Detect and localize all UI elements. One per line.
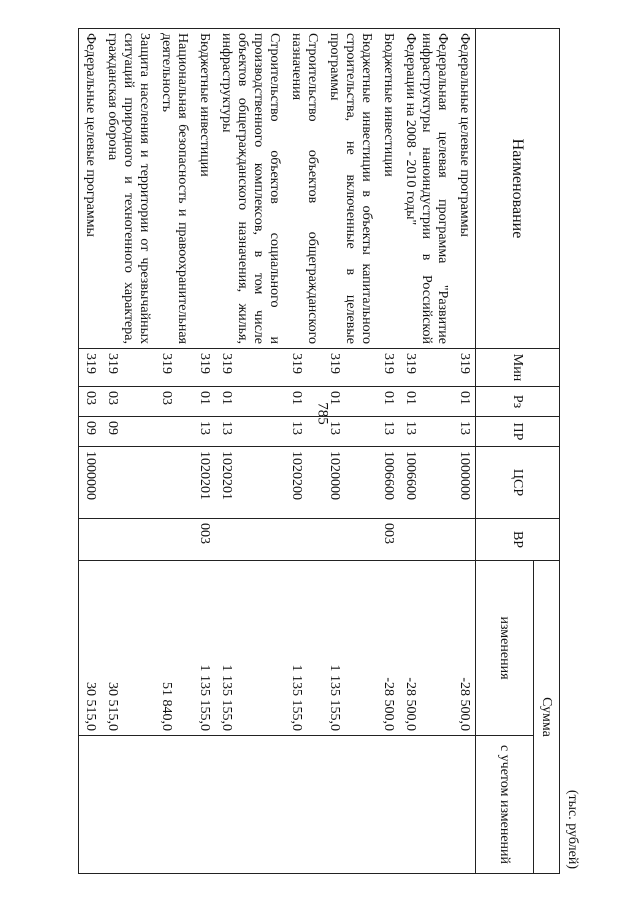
row-pr: 13 <box>453 417 476 447</box>
row-min: 319 <box>193 349 215 387</box>
row-rz: 01 <box>215 387 285 417</box>
row-vr <box>79 519 102 561</box>
row-vr <box>285 519 323 561</box>
row-name: Строительство объектов общегражданского назначения <box>285 29 323 349</box>
row-with-change <box>101 736 155 874</box>
row-csr: 1000000 <box>453 447 476 519</box>
row-rz: 03 <box>155 387 193 417</box>
budget-table <box>78 28 560 874</box>
row-with-change <box>323 736 377 874</box>
row-pr <box>155 417 193 447</box>
row-min: 319 <box>155 349 193 387</box>
row-name: Федеральные целевые программы <box>453 29 476 349</box>
row-with-change <box>285 736 323 874</box>
row-with-change <box>79 736 102 874</box>
row-with-change <box>399 736 453 874</box>
table-row <box>193 29 215 874</box>
row-min: 319 <box>323 349 377 387</box>
row-name: Бюджетные инвестиции <box>193 29 215 349</box>
row-change: 51 840,0 <box>155 561 193 736</box>
header-min: Мин <box>476 349 560 387</box>
document-body <box>83 28 580 873</box>
header-change: изменения <box>476 561 534 736</box>
row-name: Строительство объектов социального и производственного комплексов, в том числе объектов общегражданского назначения, жилья, инфраструктуры <box>215 29 285 349</box>
row-min: 319 <box>79 349 102 387</box>
row-vr: 003 <box>193 519 215 561</box>
row-pr: 13 <box>285 417 323 447</box>
row-csr <box>101 447 155 519</box>
header-with-change: с учетом изменений <box>476 736 534 874</box>
header-sum: Сумма <box>534 561 560 874</box>
row-csr: 1020201 <box>215 447 285 519</box>
row-vr <box>215 519 285 561</box>
table-row <box>323 29 377 874</box>
row-with-change <box>215 736 285 874</box>
row-name: Защита населения и территории от чрезвычайных ситуаций природного и техногенного характера, гражданская оборона <box>101 29 155 349</box>
rotated-page <box>83 28 580 873</box>
row-pr: 13 <box>193 417 215 447</box>
table-row <box>79 29 102 874</box>
row-csr: 1020000 <box>323 447 377 519</box>
row-rz: 01 <box>453 387 476 417</box>
row-csr: 1000000 <box>79 447 102 519</box>
unit-label: (тыс. рублей) <box>565 789 580 869</box>
table-row <box>101 29 155 874</box>
row-pr: 13 <box>323 417 377 447</box>
row-rz: 01 <box>193 387 215 417</box>
row-change: -28 500,0 <box>453 561 476 736</box>
row-rz: 01 <box>323 387 377 417</box>
header-rz: Рз <box>476 387 560 417</box>
row-pr: 09 <box>79 417 102 447</box>
row-vr <box>323 519 377 561</box>
row-vr <box>399 519 453 561</box>
row-vr <box>453 519 476 561</box>
row-pr: 13 <box>399 417 453 447</box>
row-min: 319 <box>285 349 323 387</box>
table-row <box>155 29 193 874</box>
row-rz: 01 <box>377 387 399 417</box>
row-vr <box>101 519 155 561</box>
header-name: Наименование <box>476 29 560 349</box>
row-rz: 01 <box>399 387 453 417</box>
row-min: 319 <box>101 349 155 387</box>
table-row <box>453 29 476 874</box>
row-csr: 1020201 <box>193 447 215 519</box>
row-name: Федеральная целевая программа "Развитие инфраструктуры наноиндустрии в Российской Федерации на 2008 - 2010 годы" <box>399 29 453 349</box>
row-with-change <box>377 736 399 874</box>
row-min: 319 <box>215 349 285 387</box>
table-row <box>215 29 285 874</box>
row-name: Бюджетные инвестиции <box>377 29 399 349</box>
row-csr <box>155 447 193 519</box>
row-min: 319 <box>453 349 476 387</box>
table-body <box>79 29 476 874</box>
header-vr: ВР <box>476 519 560 561</box>
row-change: 30 515,0 <box>79 561 102 736</box>
row-pr: 13 <box>215 417 285 447</box>
row-vr: 003 <box>377 519 399 561</box>
table-row <box>377 29 399 874</box>
row-rz: 03 <box>101 387 155 417</box>
table-row <box>399 29 453 874</box>
row-csr: 1006600 <box>399 447 453 519</box>
row-change: 30 515,0 <box>101 561 155 736</box>
row-pr: 09 <box>101 417 155 447</box>
row-rz: 03 <box>79 387 102 417</box>
row-change: 1 135 155,0 <box>215 561 285 736</box>
header-csr: ЦСР <box>476 447 560 519</box>
row-change: -28 500,0 <box>377 561 399 736</box>
row-with-change <box>193 736 215 874</box>
row-pr: 13 <box>377 417 399 447</box>
row-min: 319 <box>399 349 453 387</box>
row-name: Бюджетные инвестиции в объекты капитального строительства, не включенные в целевые программы <box>323 29 377 349</box>
row-change: 1 135 155,0 <box>285 561 323 736</box>
row-min: 319 <box>377 349 399 387</box>
row-change: 1 135 155,0 <box>193 561 215 736</box>
row-csr: 1020200 <box>285 447 323 519</box>
row-name: Федеральные целевые программы <box>79 29 102 349</box>
row-name: Национальная безопасность и правоохранительная деятельность <box>155 29 193 349</box>
page-number: 785 <box>314 402 331 425</box>
row-vr <box>155 519 193 561</box>
row-change: -28 500,0 <box>399 561 453 736</box>
row-with-change <box>453 736 476 874</box>
header-pr: ПР <box>476 417 560 447</box>
row-change: 1 135 155,0 <box>323 561 377 736</box>
table-row <box>285 29 323 874</box>
row-rz: 01 <box>285 387 323 417</box>
row-with-change <box>155 736 193 874</box>
row-csr: 1006600 <box>377 447 399 519</box>
